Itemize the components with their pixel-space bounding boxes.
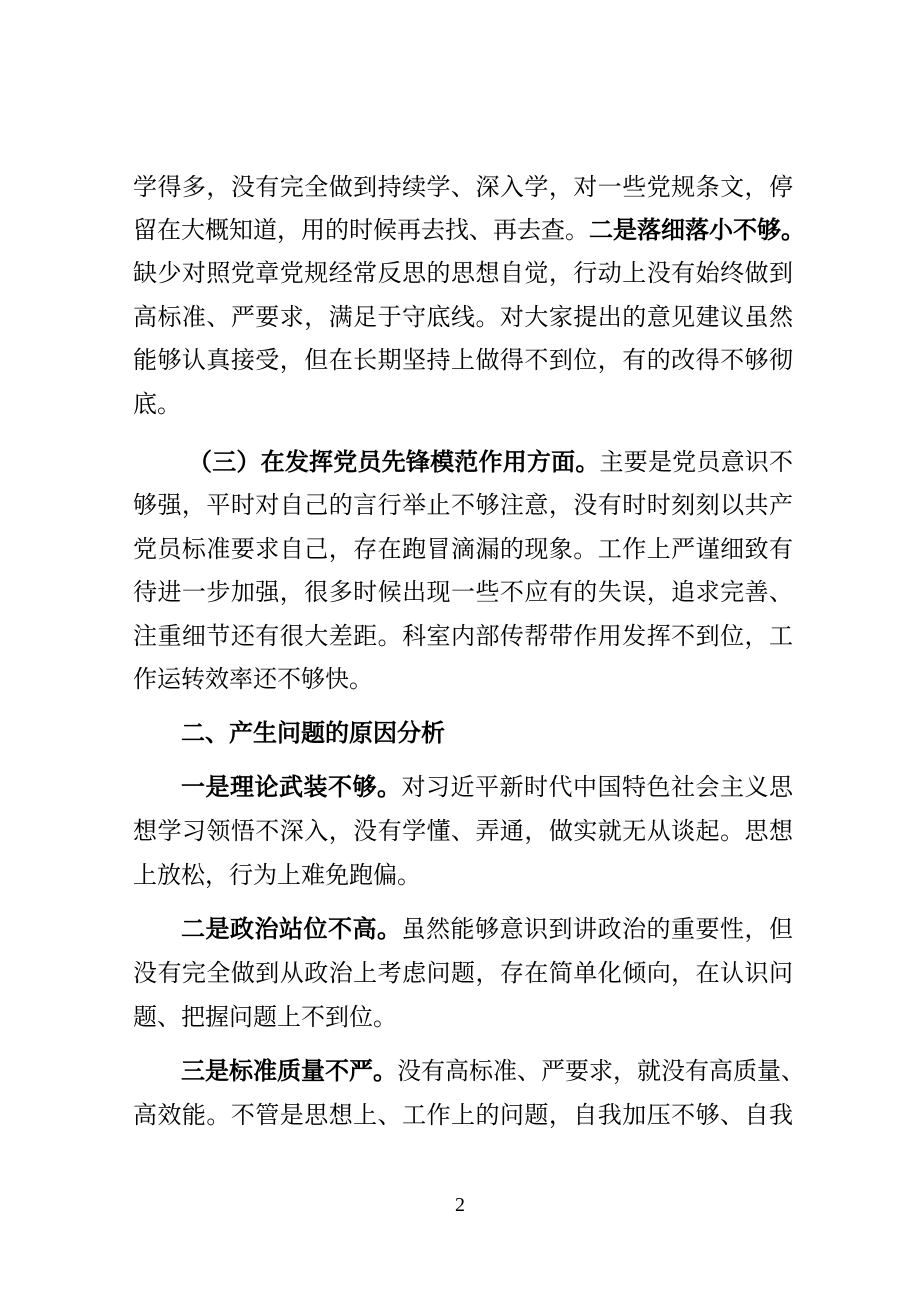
p4-line-3: 题、把握问题上不到位。 <box>133 1003 397 1031</box>
p2-line-6: 作运转效率还不够快。 <box>133 665 373 693</box>
p2-line-1 <box>188 447 793 477</box>
p2-line-4: 待进一步加强，很多时候出现一些不应有的失误，追求完善、 <box>133 578 793 606</box>
p3-line-1 <box>181 772 793 802</box>
p4-point-heading: 二是政治站位不高。 <box>181 914 402 943</box>
section-heading-2: 二、产生问题的原因分析 <box>181 719 445 747</box>
p1-line-1: 学得多，没有完全做到持续学、深入学，对一些党规条文，停 <box>133 173 793 201</box>
p1-line-2 <box>133 215 805 245</box>
p1-line-3: 缺少对照党章党规经常反思的思想自觉，行动上没有始终做到 <box>133 259 793 287</box>
p5-line-1 <box>181 1056 805 1086</box>
page-number: 2 <box>455 1194 465 1216</box>
p2-line-5: 注重细节还有很大差距。科室内部传帮带作用发挥不到位，工 <box>133 622 793 650</box>
p3-line-3: 上放松，行为上难免跑偏。 <box>133 861 421 889</box>
p2-line-3: 党员标准要求自己，存在跑冒滴漏的现象。工作上严谨细致有 <box>133 535 793 563</box>
p4-line-1 <box>181 914 793 944</box>
p3-line-2: 想学习领悟不深入，没有学懂、弄通，做实就无从谈起。思想 <box>133 817 793 845</box>
p2-line-2: 够强，平时对自己的言行举止不够注意，没有时时刻刻以共产 <box>133 491 793 519</box>
p1-line-5: 能够认真接受，但在长期坚持上做得不到位，有的改得不够彻 <box>133 346 793 374</box>
p2-section-heading: （三）在发挥党员先锋模范作用方面。 <box>188 447 600 476</box>
p5-point-heading: 三是标准质量不严。 <box>181 1056 397 1085</box>
p3-line-1-text: 对习近平新时代中国特色社会主义思 <box>401 773 793 801</box>
p1-line-2-text: 留在大概知道，用的时候再去找、再去查。 <box>133 216 589 244</box>
p2-line-1-text: 主要是党员意识不 <box>599 448 794 476</box>
p1-line-4: 高标准、严要求，满足于守底线。对大家提出的意见建议虽然 <box>133 303 793 331</box>
p4-line-1-text: 虽然能够意识到讲政治的重要性，但 <box>401 915 793 943</box>
p1-line-6: 底。 <box>133 390 181 418</box>
p4-line-2: 没有完全做到从政治上考虑问题，存在简单化倾向，在认识问 <box>133 959 793 987</box>
p5-line-1-text: 没有高标准、严要求，就没有高质量、 <box>397 1057 805 1085</box>
p1-point-two-heading: 二是落细落小不够。 <box>589 215 805 244</box>
p5-line-2: 高效能。不管是思想上、工作上的问题，自我加压不够、自我 <box>133 1101 793 1129</box>
p3-point-heading: 一是理论武装不够。 <box>181 772 402 801</box>
